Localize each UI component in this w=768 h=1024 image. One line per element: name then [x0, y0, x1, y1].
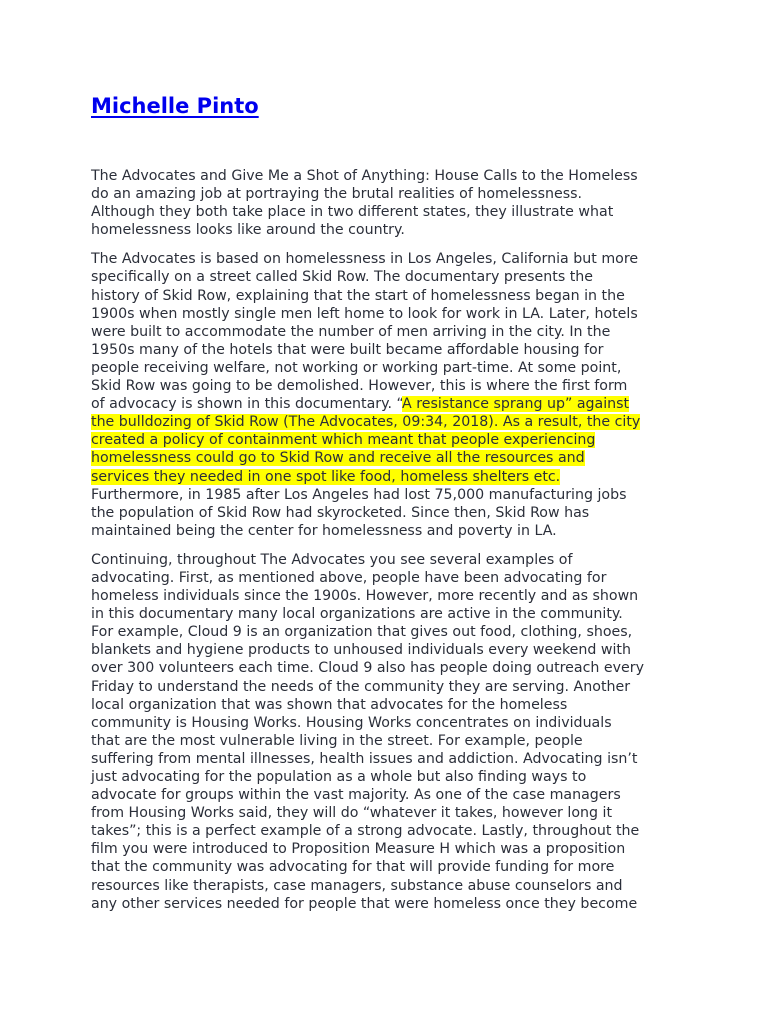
text-line: [91, 268, 681, 286]
text-segment: just advocating for the population as a whole but also finding ways to: [91, 769, 587, 785]
highlighted-text: services they needed in one spot like food, homeless shelters etc.: [91, 468, 561, 485]
text-line: [91, 877, 681, 895]
text-segment: suffering from mental illnesses, health issues and addiction. Advocating isn’t: [91, 750, 638, 767]
text-segment: The Advocates and Give Me a Shot of Anything: House Calls to the Homeless: [91, 168, 638, 184]
text-line: [91, 468, 681, 486]
text-line: [91, 377, 681, 395]
highlighted-text: homelessness could go to Skid Row and receive all the resources and: [91, 450, 585, 467]
text-line: [91, 659, 681, 677]
text-segment: homeless individuals since the 1900s. However, more recently and as shown: [91, 588, 639, 605]
text-segment: 1950s many of the hotels that were built became affordable housing for: [91, 341, 604, 358]
text-segment: that the community was advocating for that will provide funding for more: [91, 859, 615, 876]
text-line: [91, 804, 681, 822]
text-line: [91, 250, 681, 268]
text-line: [91, 551, 681, 569]
text-segment: For example, Cloud 9 is an organization that gives out food, clothing, shoes,: [91, 624, 633, 641]
text-line: [91, 750, 681, 768]
text-line: [91, 287, 681, 305]
text-line: [91, 786, 681, 804]
paragraph: [91, 167, 681, 239]
highlighted-text: created a policy of containment which meant that people experiencing: [91, 432, 596, 449]
text-segment: homelessness looks like around the country.: [91, 222, 405, 239]
text-line: [91, 714, 681, 732]
text-segment: local organization that was shown that advocates for the homeless: [91, 696, 568, 713]
text-line: [91, 185, 681, 203]
paragraph: [91, 551, 681, 913]
text-segment: film you were introduced to Proposition Measure H which was a proposition: [91, 841, 626, 858]
text-line: [91, 203, 681, 221]
paragraph: [91, 250, 681, 540]
text-segment: from Housing Works said, they will do “whatever it takes, however long it: [91, 805, 613, 822]
author-name-heading: Michelle Pinto: [91, 94, 259, 118]
text-segment: the population of Skid Row had skyrocketed. Since then, Skid Row has: [91, 504, 590, 521]
text-line: [91, 696, 681, 714]
text-segment: were built to accommodate the number of men arriving in the city. In the: [91, 323, 611, 340]
text-line: [91, 623, 681, 641]
text-line: [91, 732, 681, 750]
text-line: [91, 522, 681, 540]
text-line: [91, 486, 681, 504]
text-segment: resources like therapists, case managers, substance abuse counselors and: [91, 877, 623, 894]
text-segment: specifically on a street called Skid Row. The documentary presents the: [91, 269, 594, 286]
text-line: [91, 641, 681, 659]
text-line: [91, 395, 681, 413]
text-segment: that are the most vulnerable living in the street. For example, people: [91, 732, 583, 749]
text-line: [91, 359, 681, 377]
text-line: [91, 768, 681, 786]
text-segment: blankets and hygiene products to unhoused individuals every weekend with: [91, 642, 631, 659]
text-line: [91, 323, 681, 341]
text-line: [91, 167, 681, 185]
text-line: [91, 587, 681, 605]
text-line: [91, 895, 681, 913]
text-segment: advocating. First, as mentioned above, people have been advocating for: [91, 569, 607, 586]
text-line: [91, 569, 681, 587]
text-segment: in this documentary many local organizations are active in the community.: [91, 606, 623, 623]
text-line: [91, 305, 681, 323]
highlighted-text: A resistance sprang up” against: [402, 396, 630, 413]
text-line: [91, 341, 681, 359]
text-segment: do an amazing job at portraying the brutal realities of homelessness.: [91, 186, 583, 203]
text-segment: over 300 volunteers each time. Cloud 9 also has people doing outreach every: [91, 660, 644, 677]
text-segment: takes”; this is a perfect example of a strong advocate. Lastly, throughout the: [91, 823, 640, 840]
text-segment: Furthermore, in 1985 after Los Angeles had lost 75,000 manufacturing jobs: [91, 486, 627, 503]
text-segment: The Advocates is based on homelessness in Los Angeles, California but more: [91, 251, 639, 268]
text-line: [91, 858, 681, 876]
text-segment: history of Skid Row, explaining that the start of homelessness began in the: [91, 287, 625, 304]
text-segment: maintained being the center for homelessness and poverty in LA.: [91, 522, 557, 539]
text-segment: Skid Row was going to be demolished. However, this is where the first form: [91, 378, 628, 395]
highlighted-text: the bulldozing of Skid Row (The Advocates, 09:34, 2018). As a result, the city: [91, 414, 641, 431]
text-line: [91, 413, 681, 431]
text-segment: of advocacy is shown in this documentary. “: [91, 396, 403, 413]
text-line: [91, 605, 681, 623]
document-body: [91, 167, 681, 924]
text-segment: 1900s when mostly single men left home to look for work in LA. Later, hotels: [91, 305, 638, 322]
text-segment: Continuing, throughout The Advocates you see several examples of: [91, 551, 573, 568]
text-segment: Although they both take place in two different states, they illustrate what: [91, 204, 614, 221]
text-segment: any other services needed for people that were homeless once they become: [91, 895, 638, 912]
text-segment: advocate for groups within the vast majority. As one of the case managers: [91, 787, 621, 804]
text-segment: Friday to understand the needs of the community they are serving. Another: [91, 678, 631, 695]
text-line: [91, 221, 681, 239]
text-line: [91, 431, 681, 449]
text-line: [91, 449, 681, 467]
text-segment: people receiving welfare, not working or working part-time. At some point,: [91, 359, 622, 376]
text-line: [91, 678, 681, 696]
text-segment: community is Housing Works. Housing Works concentrates on individuals: [91, 714, 612, 731]
text-line: [91, 840, 681, 858]
text-line: [91, 504, 681, 522]
text-line: [91, 822, 681, 840]
